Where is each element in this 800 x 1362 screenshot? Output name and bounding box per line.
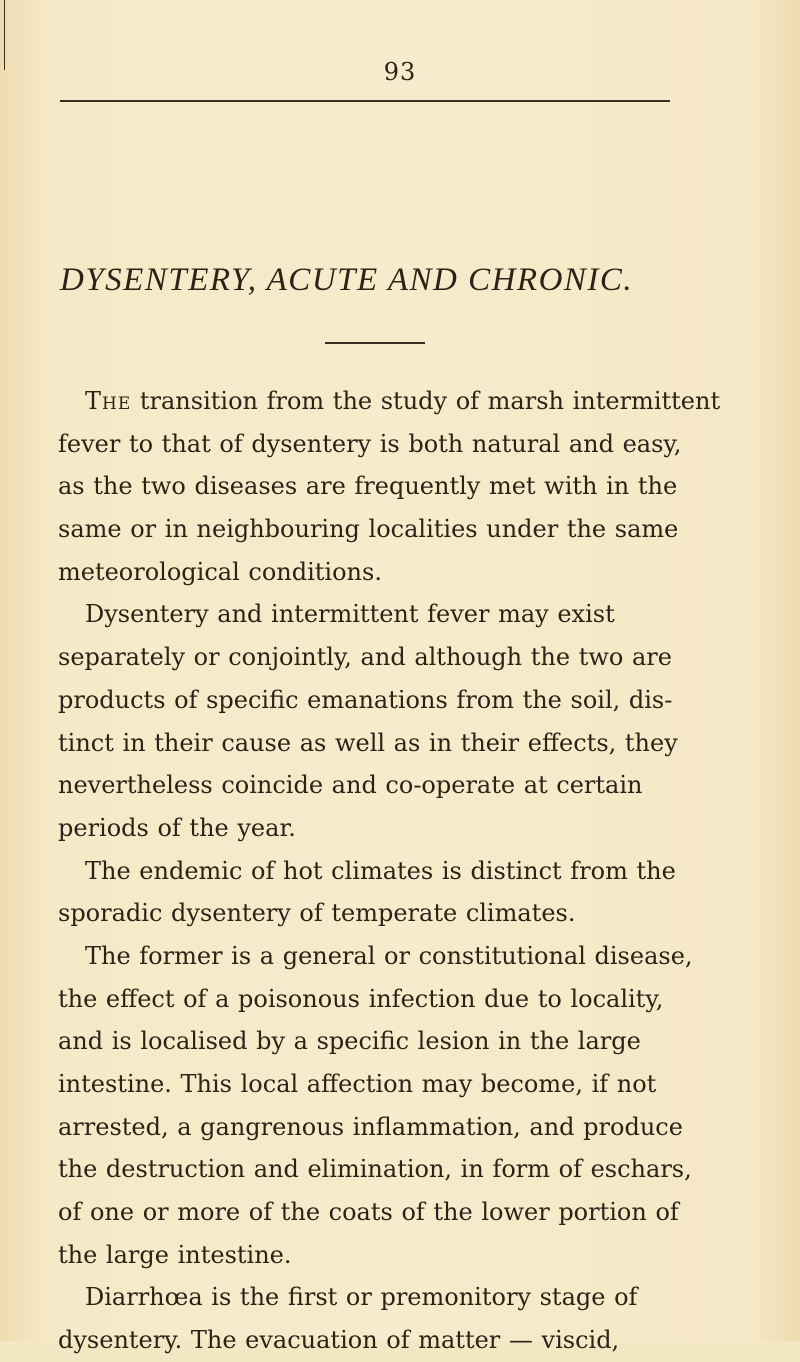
text-line: Diarrhœa is the first or premonitory stage of [85, 1283, 638, 1312]
text-line: periods of the year. [58, 813, 296, 842]
text-line: fever to that of dysentery is both natural and easy, [58, 429, 682, 458]
text-line: the destruction and elimination, in form of eschars, [58, 1155, 692, 1184]
drop-word: The [85, 387, 132, 415]
text-line: and is localised by a specific lesion in the large [58, 1027, 641, 1056]
text-line: dysentery. The evacuation of matter — viscid, [58, 1326, 620, 1355]
text-line: the large intestine. [58, 1240, 292, 1269]
text-line: same or in neighbouring localities under the same [58, 515, 679, 544]
text-line: The transition from the study of marsh intermittent [85, 387, 721, 415]
text-line: the effect of a poisonous infection due to locality, [58, 984, 664, 1013]
text-line: The endemic of hot climates is distinct from the [85, 856, 676, 885]
text-line: arrested, a gangrenous inflammation, and produce [58, 1112, 683, 1141]
text-line: separately or conjointly, and although the two are [58, 643, 672, 672]
text-line: products of specific emanations from the soil, dis- [58, 685, 673, 714]
text-line: sporadic dysentery of temperate climates. [58, 899, 576, 928]
body-text [58, 380, 721, 1362]
title-rule [325, 342, 425, 344]
text-line: of one or more of the coats of the lower portion of [58, 1198, 679, 1227]
text-line: tinct in their cause as well as in their effects, they [58, 728, 678, 757]
header-rule [60, 100, 670, 102]
page-number: 93 [383, 58, 417, 86]
text-line: The former is a general or constitutional disease, [85, 941, 693, 970]
text-line: intestine. This local affection may become, if not [58, 1070, 657, 1098]
text-line: nevertheless coincide and co-operate at certain [58, 771, 643, 800]
text-line: Dysentery and intermittent fever may exist [85, 600, 615, 629]
chapter-title: DYSENTERY, ACUTE AND CHRONIC. [60, 262, 634, 298]
text-line: meteorological conditions. [58, 557, 382, 586]
text-line: as the two diseases are frequently met with in the [58, 472, 678, 501]
